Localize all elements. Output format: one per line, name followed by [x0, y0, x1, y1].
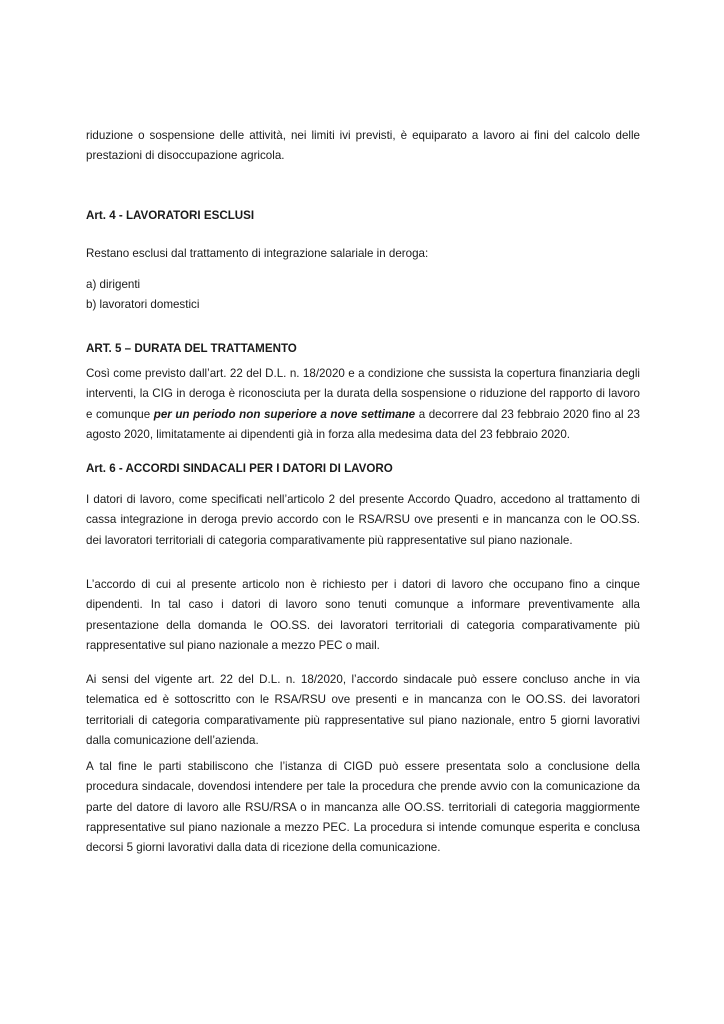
art4-heading: Art. 4 - LAVORATORI ESCLUSI	[86, 209, 255, 222]
art6-paragraph-2: L’accordo di cui al presente articolo non è richiesto per i datori di lavoro che occupano fino a cinque dipendenti. In tal caso i datori di lavoro sono tenuti comunque a informare preventivamente alla presentazione della domanda le OO.SS. dei lavoratori territoriali di categoria comparativamente più rappresentative sul piano nazionale a mezzo PEC o mail.	[86, 578, 640, 652]
art6-paragraph-1: I datori di lavoro, come specificati nell’articolo 2 del presente Accordo Quadro, accedono al trattamento di cassa integrazione in deroga previo accordo con le RSA/RSU ove presenti e in mancanza con le OO.SS. dei lavoratori territoriali di categoria comparativamente più rappresentative sul piano nazionale.	[86, 493, 640, 547]
list-item: b) lavoratori domestici	[86, 298, 200, 312]
art6-paragraph-4: A tal fine le parti stabiliscono che l’istanza di CIGD può essere presentata solo a conclusione della procedura sindacale, dovendosi intendere per tale la procedura che prende avvio con la comunicazione da parte del datore di lavoro alle RSU/RSA o in mancanza alle OO.SS. territoriali di categoria maggiormente rappresentative sul piano nazionale a mezzo PEC. La procedura si intende comunque esperita e conclusa decorsi 5 giorni lavorativi dalla data di ricezione della comunicazione.	[86, 760, 640, 855]
art4-list	[86, 275, 640, 316]
continued-paragraph: riduzione o sospensione delle attività, nei limiti ivi previsti, è equiparato a lavoro ai fini del calcolo delle prestazioni di disoccupazione agricola.	[86, 129, 640, 163]
art6-paragraph-3: Ai sensi del vigente art. 22 del D.L. n. 18/2020, l’accordo sindacale può essere concluso anche in via telematica ed è sottoscritto con le RSA/RSU ove presenti e in mancanza con le OO.SS. dei lavoratori territoriali di categoria comparativamente più rappresentative sul piano nazionale, entro 5 giorni lavorativi dalla comunicazione dell’azienda.	[86, 673, 640, 747]
art5-emphasis: per un periodo non superiore a nove settimane	[153, 407, 416, 421]
list-item: a) dirigenti	[86, 278, 141, 291]
art5-body-text-end: a decorrere dal 23 febbraio 2020 fino al 23 agosto 2020, limitatamente ai dipendenti già in forza alla medesima data del 23 febbraio 2020.	[86, 407, 640, 441]
art6-heading: Art. 6 - ACCORDI SINDACALI PER I DATORI DI LAVORO	[86, 462, 393, 475]
art5-body	[86, 364, 640, 445]
art5-body-text: Così come previsto dall’art. 22 del D.L. n. 18/2020 e a condizione che sussista la copertura finanziaria degli interventi, la CIG in deroga è riconosciuta per la durata della sospensione o riduzione del rapporto di lavoro e comunque	[86, 367, 640, 421]
art5-heading: ART. 5 – DURATA DEL TRATTAMENTO	[86, 342, 297, 355]
art4-intro: Restano esclusi dal trattamento di integrazione salariale in deroga:	[86, 247, 429, 260]
